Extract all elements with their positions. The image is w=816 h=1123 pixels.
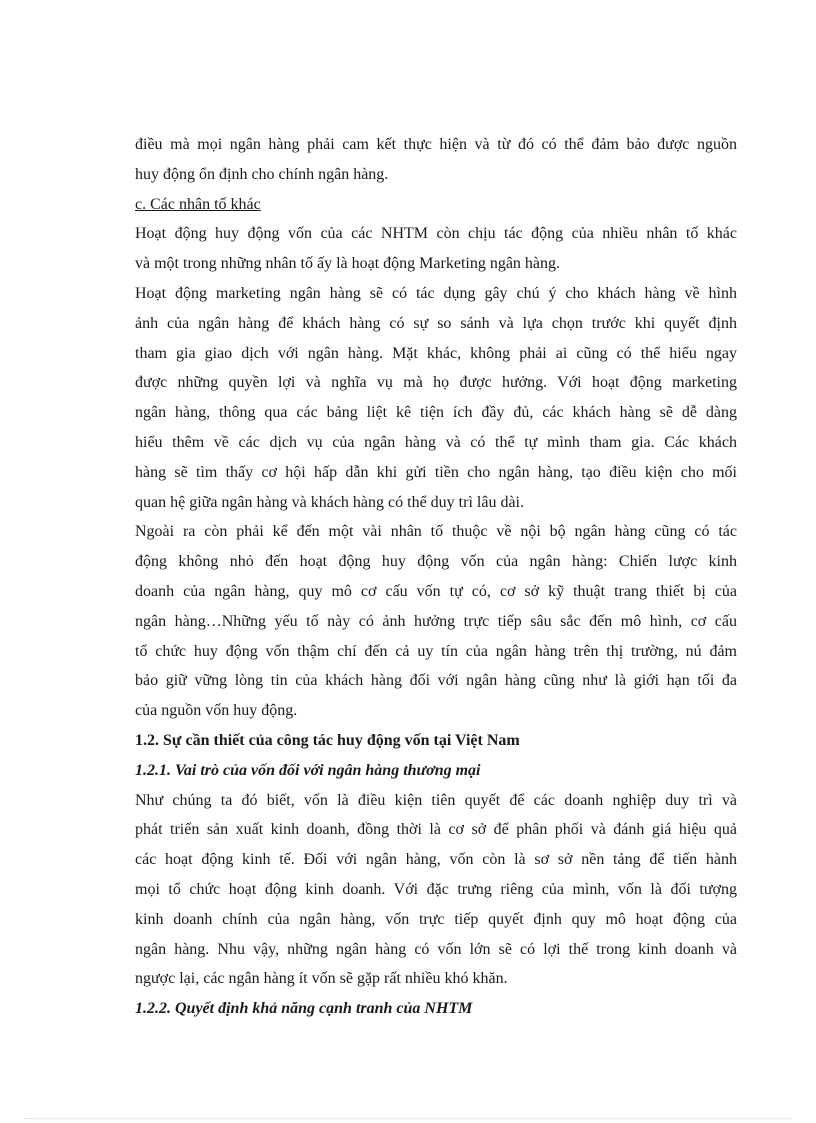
body-text-line: ngân hàng…Những yếu tố này có ảnh hưởng trực tiếp sâu sắc đến mô hình, cơ cấu xyxy=(135,612,737,630)
body-text-line: của nguồn vốn huy động. xyxy=(135,702,298,720)
body-text-line: Hoạt động marketing ngân hàng sẽ có tác dụng gây chú ý cho khách hàng về hình xyxy=(135,284,737,302)
page-bottom-rule xyxy=(24,1118,792,1119)
body-text-line: được những quyền lợi và nghĩa vụ mà họ được hưởng. Với hoạt động marketing xyxy=(135,374,737,392)
body-text-line: Ngoài ra còn phải kể đến một vài nhân tố thuộc về nội bộ ngân hàng cũng có tác xyxy=(135,523,737,541)
body-text-line: ảnh của ngân hàng để khách hàng có sự so sánh và lựa chọn trước khi quyết định xyxy=(135,314,737,332)
section-heading: 1.2. Sự cần thiết của công tác huy động vốn tại Việt Nam xyxy=(135,731,520,749)
body-text-line: kinh doanh chính của ngân hàng, vốn trực tiếp quyết định quy mô hoạt động của xyxy=(135,910,737,928)
body-text-line: bảo giữ vững lòng tin của khách hàng đối với ngân hàng cũng như là giới hạn tối đa xyxy=(135,672,737,690)
subsection-heading: 1.2.2. Quyết định khả năng cạnh tranh của NHTM xyxy=(135,1000,473,1018)
body-text-line: và một trong những nhân tố ấy là hoạt động Marketing ngân hàng. xyxy=(135,255,561,273)
subsection-heading: 1.2.1. Vai trò của vốn đối với ngân hàng thương mại xyxy=(135,761,481,779)
body-text-line: ngân hàng. Nhu vậy, những ngân hàng có vốn lớn sẽ có lợi thế trong kinh doanh và xyxy=(135,940,737,958)
body-text-line: ngân hàng, thông qua các bảng liệt kê tiện ích đầy đủ, các khách hàng sẽ dễ dàng xyxy=(135,404,737,422)
body-text-line: hàng sẽ tìm thấy cơ hội hấp dẫn khi gửi tiền cho ngân hàng, tạo điều kiện cho mối xyxy=(135,463,737,481)
body-text-line: điều mà mọi ngân hàng phải cam kết thực hiện và từ đó có thể đảm bảo được nguồn xyxy=(135,136,737,153)
body-text-line: doanh của ngân hàng, quy mô cơ cấu vốn tự có, cơ sở kỹ thuật trang thiết bị của xyxy=(135,582,737,600)
body-text-line: tổ chức huy động vốn thậm chí đến cả uy tín của ngân hàng trên thị trường, nú đảm xyxy=(135,642,737,660)
body-text-line: phát triển sản xuất kinh doanh, đồng thời là cơ sở để phân phối và đánh giá hiệu quả xyxy=(135,821,737,839)
body-text-line: huy động ổn định cho chính ngân hàng. xyxy=(135,165,389,183)
body-text-line: các hoạt động kinh tế. Đối với ngân hàng, vốn còn là sơ sở nền tảng để tiến hành xyxy=(135,851,737,869)
body-text-line: ngược lại, các ngân hàng ít vốn sẽ gặp rất nhiều khó khăn. xyxy=(135,970,508,988)
body-text-line: Như chúng ta đó biết, vốn là điều kiện tiên quyết để các doanh nghiệp duy trì và xyxy=(135,791,737,809)
body-text-line: tham gia giao dịch với ngân hàng. Mặt khác, không phải ai cũng có thể hiểu ngay xyxy=(135,344,737,362)
subsection-heading: c. Các nhân tố khác xyxy=(135,195,261,213)
body-text-line: quan hệ giữa ngân hàng và khách hàng có thể duy trì lâu dài. xyxy=(135,493,524,511)
body-text-line: mọi tổ chức hoạt động kinh doanh. Với đặc trưng riêng của mình, vốn là đối tượng xyxy=(135,880,737,898)
body-text-line: hiểu thêm về các dịch vụ của ngân hàng và có thể tự mình tham gia. Các khách xyxy=(135,433,737,451)
document-page xyxy=(135,130,737,1024)
body-text-line: động không nhỏ đến hoạt động huy động vốn của ngân hàng: Chiến lược kinh xyxy=(135,553,737,571)
body-text-line: Hoạt động huy động vốn của các NHTM còn chịu tác động của nhiều nhân tố khác xyxy=(135,225,737,243)
